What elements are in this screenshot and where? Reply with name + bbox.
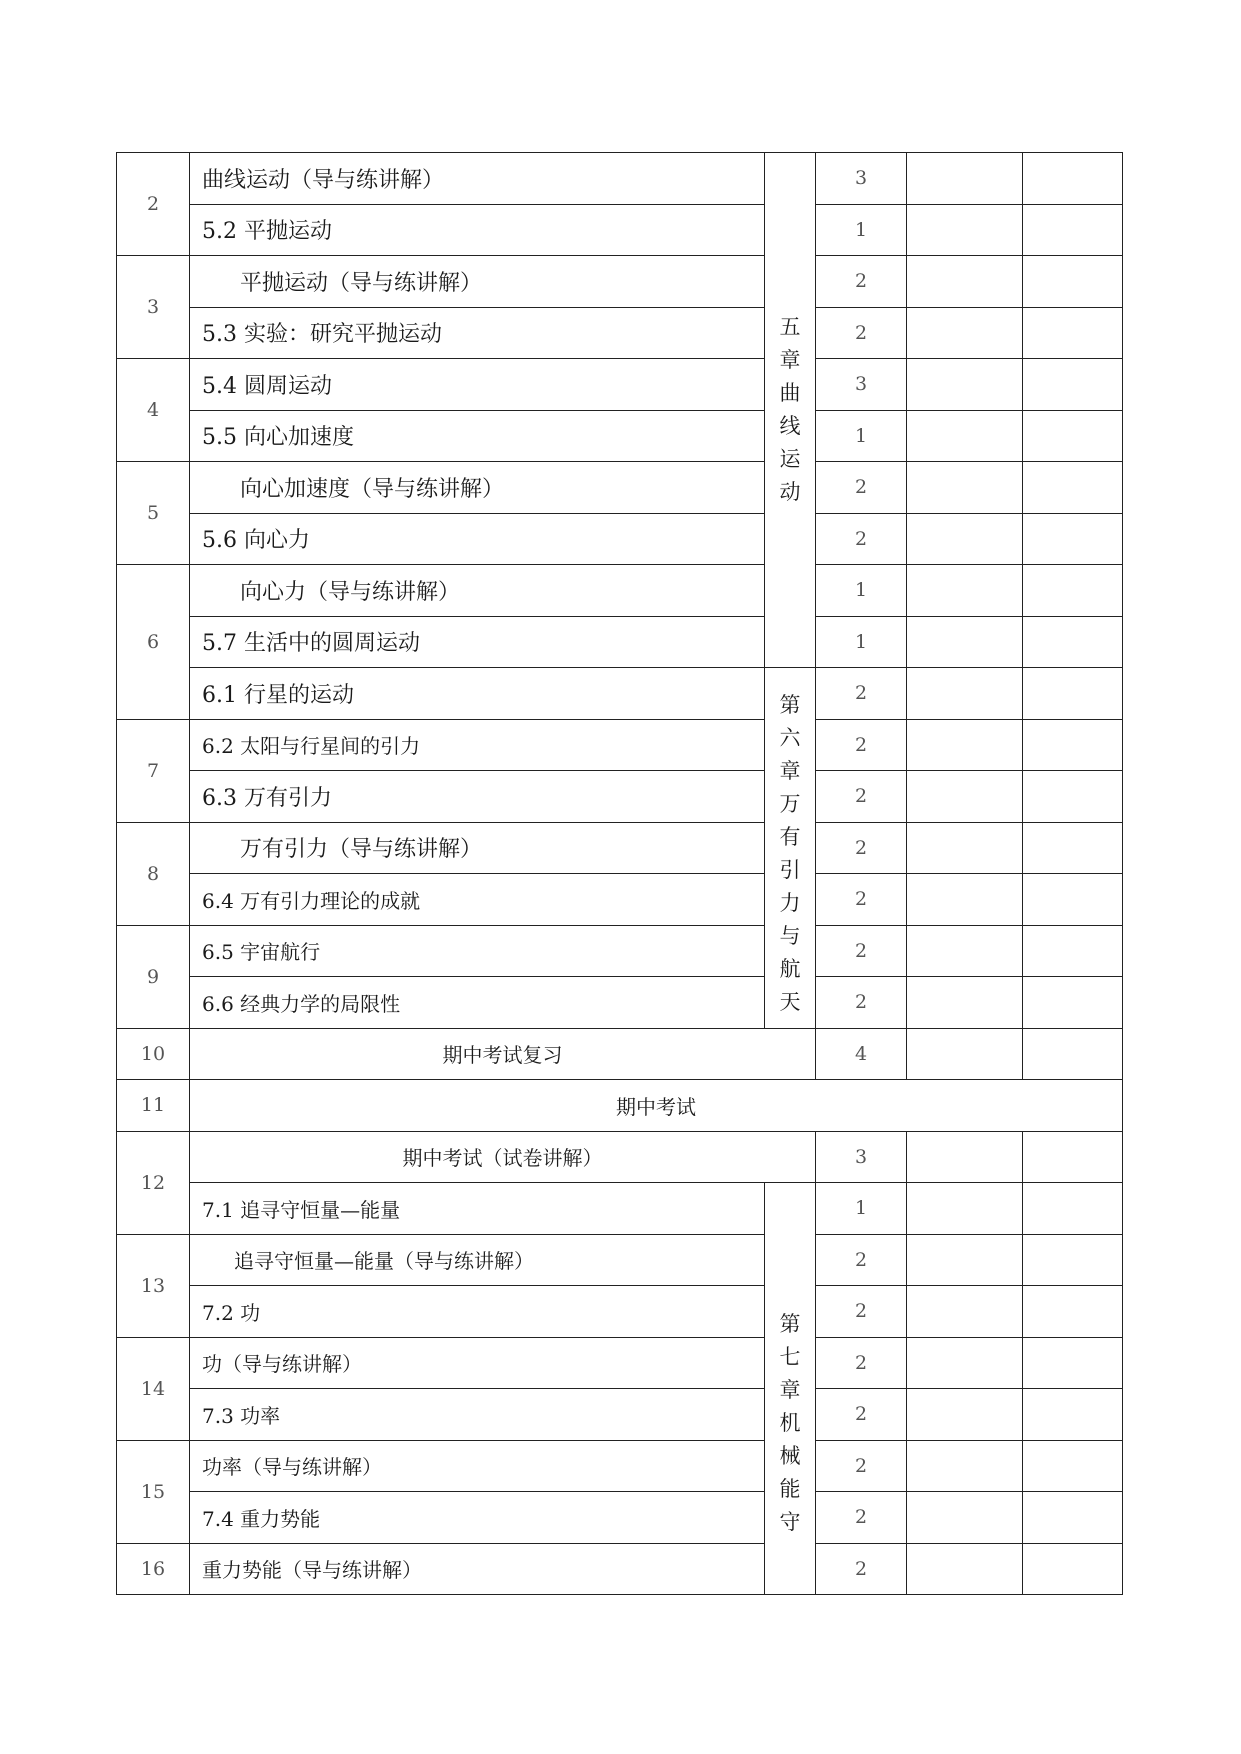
table-row [117, 719, 1123, 771]
hours-cell: 2 [816, 977, 907, 1029]
blank-cell [907, 204, 1023, 256]
hours-cell: 2 [816, 1543, 907, 1595]
chapter-char: 天 [779, 989, 801, 1014]
topic-cell: 重力势能（导与练讲解） [190, 1543, 765, 1595]
hours-cell: 4 [816, 1028, 907, 1080]
hours-cell: 2 [816, 1492, 907, 1544]
topic-cell: 6.1 行星的运动 [190, 668, 765, 720]
blank-cell [1023, 616, 1123, 668]
topic-cell: 6.2 太阳与行星间的引力 [190, 719, 765, 771]
hours-cell: 2 [816, 513, 907, 565]
chapter-char: 七 [779, 1345, 801, 1369]
table-row [117, 1234, 1123, 1286]
hours-cell: 1 [816, 410, 907, 462]
week-cell: 11 [117, 1080, 190, 1132]
blank-cell [1023, 977, 1123, 1029]
blank-cell [1023, 874, 1123, 926]
topic-cell: 7.1 追寻守恒量—能量 [190, 1183, 765, 1235]
table-row [117, 1080, 1123, 1132]
table-row [117, 616, 1123, 668]
table-row [117, 1286, 1123, 1338]
blank-cell [907, 1337, 1023, 1389]
blank-cell [907, 1131, 1023, 1183]
week-cell: 10 [117, 1028, 190, 1080]
week-cell: 15 [117, 1440, 190, 1543]
chapter-char: 线 [779, 414, 801, 438]
hours-cell: 2 [816, 1234, 907, 1286]
topic-cell: 5.4 圆周运动 [190, 359, 765, 411]
blank-cell [907, 977, 1023, 1029]
hours-cell: 2 [816, 256, 907, 308]
chapter-char: 引 [779, 857, 801, 882]
blank-cell [907, 1183, 1023, 1235]
blank-cell [907, 1389, 1023, 1441]
blank-cell [907, 1492, 1023, 1544]
blank-cell [1023, 204, 1123, 256]
blank-cell [907, 822, 1023, 874]
chapter-6-cell [765, 668, 816, 1029]
blank-cell [1023, 1286, 1123, 1338]
blank-cell [1023, 462, 1123, 514]
table-row [117, 1440, 1123, 1492]
blank-cell [1023, 1543, 1123, 1595]
chapter-5-cell [765, 153, 816, 668]
table-row [117, 1492, 1123, 1544]
schedule-table [116, 152, 1123, 1595]
blank-cell [1023, 1131, 1123, 1183]
table-row [117, 1183, 1123, 1235]
table-row [117, 359, 1123, 411]
week-cell: 7 [117, 719, 190, 822]
blank-cell [907, 359, 1023, 411]
chapter-char: 章 [779, 348, 801, 372]
blank-cell [907, 771, 1023, 823]
chapter-char: 章 [779, 758, 801, 783]
table-row [117, 977, 1123, 1029]
blank-cell [907, 1028, 1023, 1080]
hours-cell: 2 [816, 1440, 907, 1492]
hours-cell: 1 [816, 204, 907, 256]
table-row [117, 1131, 1123, 1183]
hours-cell: 2 [816, 307, 907, 359]
week-cell: 2 [117, 153, 190, 256]
blank-cell [1023, 410, 1123, 462]
blank-cell [1023, 1234, 1123, 1286]
hours-cell: 2 [816, 462, 907, 514]
topic-cell: 6.6 经典力学的局限性 [190, 977, 765, 1029]
hours-cell: 2 [816, 771, 907, 823]
topic-cell: 向心加速度（导与练讲解） [190, 462, 765, 514]
hours-cell: 2 [816, 822, 907, 874]
blank-cell [1023, 1337, 1123, 1389]
hours-cell: 2 [816, 874, 907, 926]
chapter-char: 机 [779, 1411, 801, 1435]
topic-cell: 向心力（导与练讲解） [190, 565, 765, 617]
chapter-char: 五 [779, 315, 801, 339]
week-cell: 12 [117, 1131, 190, 1234]
blank-cell [1023, 771, 1123, 823]
table-row [117, 1389, 1123, 1441]
hours-cell: 1 [816, 616, 907, 668]
week-cell: 3 [117, 256, 190, 359]
chapter-char: 械 [779, 1444, 801, 1468]
chapter-char: 第 [779, 1312, 801, 1336]
table-row [117, 204, 1123, 256]
week-cell: 5 [117, 462, 190, 565]
topic-cell: 平抛运动（导与练讲解） [190, 256, 765, 308]
blank-cell [1023, 822, 1123, 874]
blank-cell [907, 719, 1023, 771]
blank-cell [1023, 153, 1123, 205]
blank-cell [1023, 256, 1123, 308]
table-row [117, 513, 1123, 565]
topic-cell: 期中考试（试卷讲解） [190, 1131, 816, 1183]
topic-cell: 5.6 向心力 [190, 513, 765, 565]
hours-cell: 2 [816, 1286, 907, 1338]
blank-cell [1023, 307, 1123, 359]
blank-cell [907, 1543, 1023, 1595]
blank-cell [1023, 719, 1123, 771]
topic-cell: 7.3 功率 [190, 1389, 765, 1441]
hours-cell: 3 [816, 153, 907, 205]
topic-cell: 期中考试复习 [190, 1028, 816, 1080]
chapter-char: 动 [779, 480, 801, 504]
blank-cell [1023, 925, 1123, 977]
chapter-char: 能 [779, 1477, 801, 1501]
topic-cell: 6.5 宇宙航行 [190, 925, 765, 977]
blank-cell [907, 668, 1023, 720]
topic-cell: 追寻守恒量—能量（导与练讲解） [190, 1234, 765, 1286]
chapter-char: 航 [779, 956, 801, 981]
chapter-char: 第 [779, 692, 801, 717]
week-cell: 13 [117, 1234, 190, 1337]
blank-cell [1023, 513, 1123, 565]
week-cell: 8 [117, 822, 190, 925]
topic-cell: 5.2 平抛运动 [190, 204, 765, 256]
table-row [117, 874, 1123, 926]
week-cell: 6 [117, 565, 190, 720]
table-row [117, 925, 1123, 977]
blank-cell [1023, 1440, 1123, 1492]
blank-cell [907, 256, 1023, 308]
chapter-char: 章 [779, 1378, 801, 1402]
blank-cell [907, 616, 1023, 668]
week-cell: 9 [117, 925, 190, 1028]
table-row [117, 462, 1123, 514]
blank-cell [907, 925, 1023, 977]
topic-cell: 7.2 功 [190, 1286, 765, 1338]
table-row [117, 410, 1123, 462]
blank-cell [1023, 1183, 1123, 1235]
hours-cell: 2 [816, 1337, 907, 1389]
table-row [117, 153, 1123, 205]
blank-cell [907, 874, 1023, 926]
week-cell: 14 [117, 1337, 190, 1440]
topic-cell: 6.3 万有引力 [190, 771, 765, 823]
hours-cell: 2 [816, 668, 907, 720]
chapter-char: 与 [779, 923, 801, 948]
hours-cell: 2 [816, 925, 907, 977]
topic-cell: 5.3 实验：研究平抛运动 [190, 307, 765, 359]
topic-cell: 5.5 向心加速度 [190, 410, 765, 462]
table-row [117, 1028, 1123, 1080]
blank-cell [1023, 1028, 1123, 1080]
blank-cell [907, 513, 1023, 565]
table-row [117, 307, 1123, 359]
hours-cell: 2 [816, 719, 907, 771]
blank-cell [907, 565, 1023, 617]
week-cell: 16 [117, 1543, 190, 1595]
chapter-char: 曲 [779, 381, 801, 405]
chapter-char: 运 [779, 447, 801, 471]
week-cell: 4 [117, 359, 190, 462]
topic-cell: 5.7 生活中的圆周运动 [190, 616, 765, 668]
blank-cell [907, 410, 1023, 462]
blank-cell [1023, 359, 1123, 411]
topic-cell: 曲线运动（导与练讲解） [190, 153, 765, 205]
table-row [117, 256, 1123, 308]
chapter-char: 万 [779, 791, 801, 816]
table-row [117, 668, 1123, 720]
chapter-char: 有 [779, 824, 801, 849]
hours-cell: 3 [816, 359, 907, 411]
blank-cell [907, 307, 1023, 359]
blank-cell [907, 1286, 1023, 1338]
blank-cell [1023, 668, 1123, 720]
table-row [117, 822, 1123, 874]
hours-cell: 1 [816, 565, 907, 617]
chapter-char: 六 [779, 725, 801, 750]
table-row [117, 1543, 1123, 1595]
table-row [117, 771, 1123, 823]
blank-cell [1023, 565, 1123, 617]
blank-cell [1023, 1389, 1123, 1441]
table-row [117, 565, 1123, 617]
blank-cell [907, 153, 1023, 205]
table-row [117, 1337, 1123, 1389]
topic-cell: 功（导与练讲解） [190, 1337, 765, 1389]
chapter-char: 力 [779, 890, 801, 915]
topic-cell: 功率（导与练讲解） [190, 1440, 765, 1492]
blank-cell [907, 1440, 1023, 1492]
hours-cell: 1 [816, 1183, 907, 1235]
blank-cell [907, 462, 1023, 514]
hours-cell: 3 [816, 1131, 907, 1183]
chapter-char: 守 [779, 1510, 801, 1534]
topic-cell: 6.4 万有引力理论的成就 [190, 874, 765, 926]
topic-cell: 7.4 重力势能 [190, 1492, 765, 1544]
topic-cell: 期中考试 [190, 1080, 1123, 1132]
hours-cell: 2 [816, 1389, 907, 1441]
chapter-7-cell [765, 1183, 816, 1595]
blank-cell [907, 1234, 1023, 1286]
blank-cell [1023, 1492, 1123, 1544]
topic-cell: 万有引力（导与练讲解） [190, 822, 765, 874]
